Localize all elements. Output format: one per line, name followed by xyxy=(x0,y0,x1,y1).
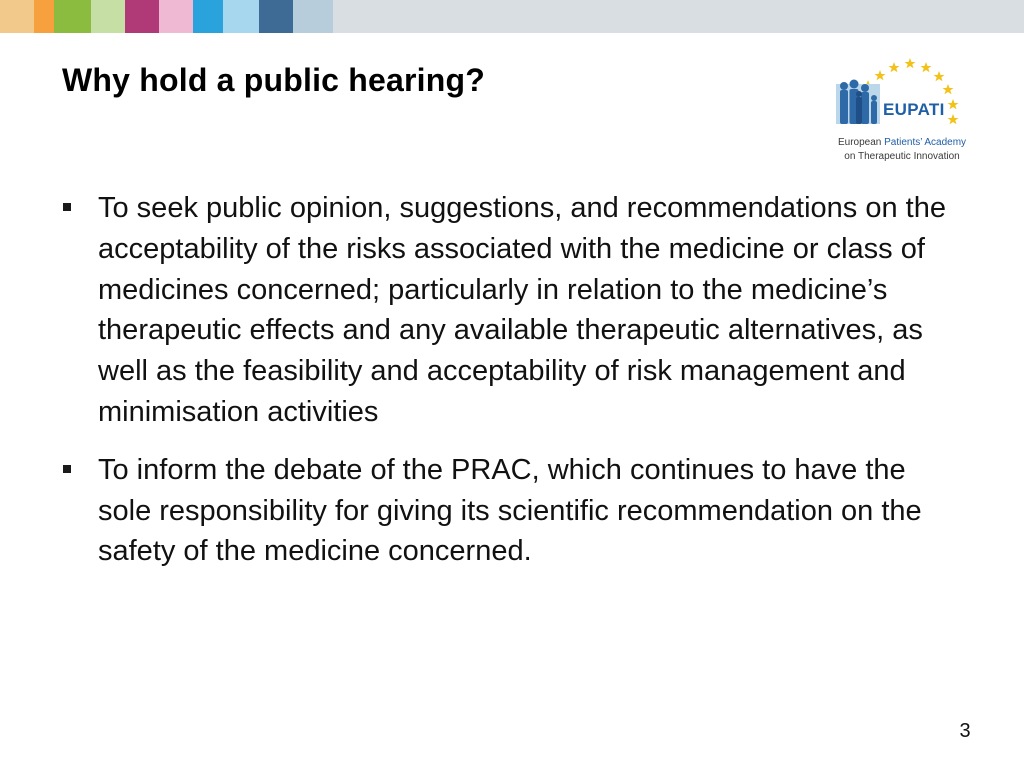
eupati-emblem-icon xyxy=(822,54,982,134)
tagline-therapeutic: on Therapeutic Innovation xyxy=(844,151,960,162)
tagline-patients-academy: Patients’ Academy xyxy=(884,137,967,148)
bullet-text: To seek public opinion, suggestions, and recommendations on the acceptability of the risks associated with the medicine or class of medicines concerned; particularly in relation to the medicine’s therapeutic effects and any available therapeutic alternatives, as well as the feasibility and acceptability of risk management and minimisation activities xyxy=(98,192,946,428)
band-segment xyxy=(259,0,293,33)
list-item xyxy=(60,188,960,433)
list-item xyxy=(60,450,960,572)
slide-title: Why hold a public hearing? xyxy=(62,62,485,98)
bullet-text: To inform the debate of the PRAC, which continues to have the sole responsibility for giving its scientific recommendation on the safety of the medicine concerned. xyxy=(98,453,922,568)
bullet-list xyxy=(60,188,960,589)
band-segment xyxy=(54,0,91,33)
page-number: 3 xyxy=(959,720,971,742)
band-segment xyxy=(293,0,333,33)
band-segment xyxy=(0,0,34,33)
eupati-logo xyxy=(822,54,982,169)
band-segment xyxy=(125,0,159,33)
logo-wordmark: EUPATI xyxy=(883,100,945,119)
band-segment xyxy=(91,0,125,33)
band-segment xyxy=(333,0,1024,33)
band-segment xyxy=(159,0,193,33)
band-segment xyxy=(34,0,54,33)
tagline-european: European xyxy=(837,137,882,148)
band-segment xyxy=(223,0,259,33)
square-bullet-icon xyxy=(63,465,71,473)
band-segment xyxy=(193,0,223,33)
logo-tagline xyxy=(822,136,982,164)
top-color-band xyxy=(0,0,1024,33)
square-bullet-icon xyxy=(63,203,71,211)
